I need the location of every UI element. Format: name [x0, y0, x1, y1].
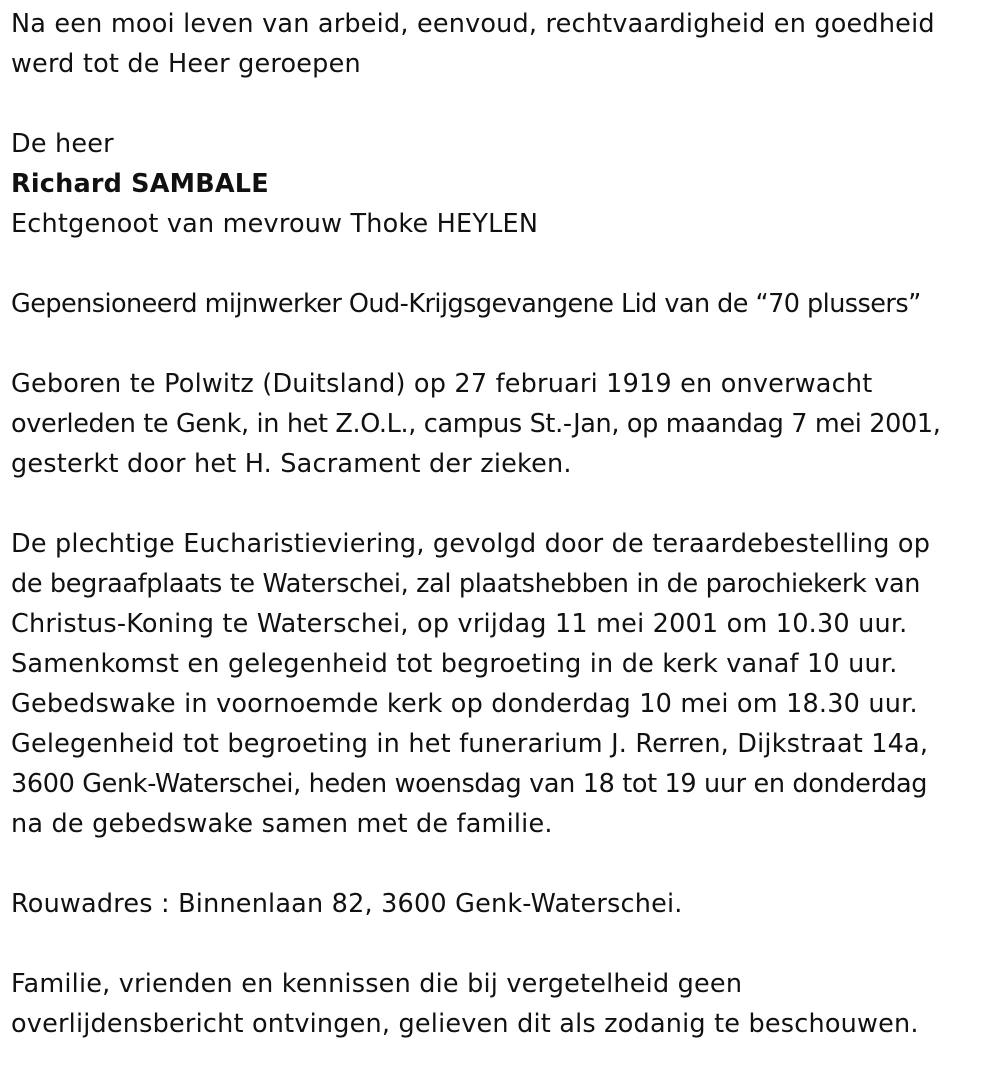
- intro-line: werd tot de Heer geroepen: [11, 49, 361, 79]
- closing-paragraph: [11, 964, 996, 1044]
- ceremony-line: 3600 Genk-Waterschei, heden woensdag van 18 tot 19 uur en donderdag: [11, 769, 928, 799]
- death-notice: [11, 4, 996, 1044]
- address-paragraph: [11, 884, 996, 924]
- ceremony-line: Christus-Koning te Waterschei, op vrijdag 11 mei 2001 om 10.30 uur.: [11, 609, 908, 639]
- ceremony-line: na de gebedswake samen met de familie.: [11, 809, 553, 839]
- mourning-address: Rouwadres : Binnenlaan 82, 3600 Genk-Waterschei.: [11, 889, 683, 919]
- closing-line: overlijdensbericht ontvingen, gelieven dit als zodanig te beschouwen.: [11, 1009, 919, 1039]
- ceremony-paragraph: [11, 524, 996, 844]
- occupation-paragraph: [11, 284, 996, 324]
- birth-death-line: overleden te Genk, in het Z.O.L., campus St.-Jan, op maandag 7 mei 2001,: [11, 409, 941, 439]
- intro-paragraph: [11, 4, 996, 84]
- name-block: [11, 124, 996, 244]
- occupation-line: Gepensioneerd mijnwerker Oud-Krijgsgevangene Lid van de “70 plussers”: [11, 289, 921, 319]
- ceremony-line: Samenkomst en gelegenheid tot begroeting in de kerk vanaf 10 uur.: [11, 649, 898, 679]
- intro-line: Na een mooi leven van arbeid, eenvoud, rechtvaardigheid en goedheid: [11, 9, 935, 39]
- deceased-name: Richard SAMBALE: [11, 169, 269, 199]
- closing-line: Familie, vrienden en kennissen die bij vergetelheid geen: [11, 969, 743, 999]
- birth-death-line: Geboren te Polwitz (Duitsland) op 27 februari 1919 en onverwacht: [11, 369, 873, 399]
- birth-death-line: gesterkt door het H. Sacrament der zieken.: [11, 449, 572, 479]
- ceremony-line: Gelegenheid tot begroeting in het funerarium J. Rerren, Dijkstraat 14a,: [11, 729, 929, 759]
- spouse-line: Echtgenoot van mevrouw Thoke HEYLEN: [11, 209, 539, 239]
- ceremony-line: De plechtige Eucharistieviering, gevolgd door de teraardebestelling op: [11, 529, 931, 559]
- salutation: De heer: [11, 129, 114, 159]
- ceremony-line: Gebedswake in voornoemde kerk op donderdag 10 mei om 18.30 uur.: [11, 689, 918, 719]
- ceremony-line: de begraafplaats te Waterschei, zal plaatshebben in de parochiekerk van: [11, 569, 921, 599]
- birth-death-paragraph: [11, 364, 996, 484]
